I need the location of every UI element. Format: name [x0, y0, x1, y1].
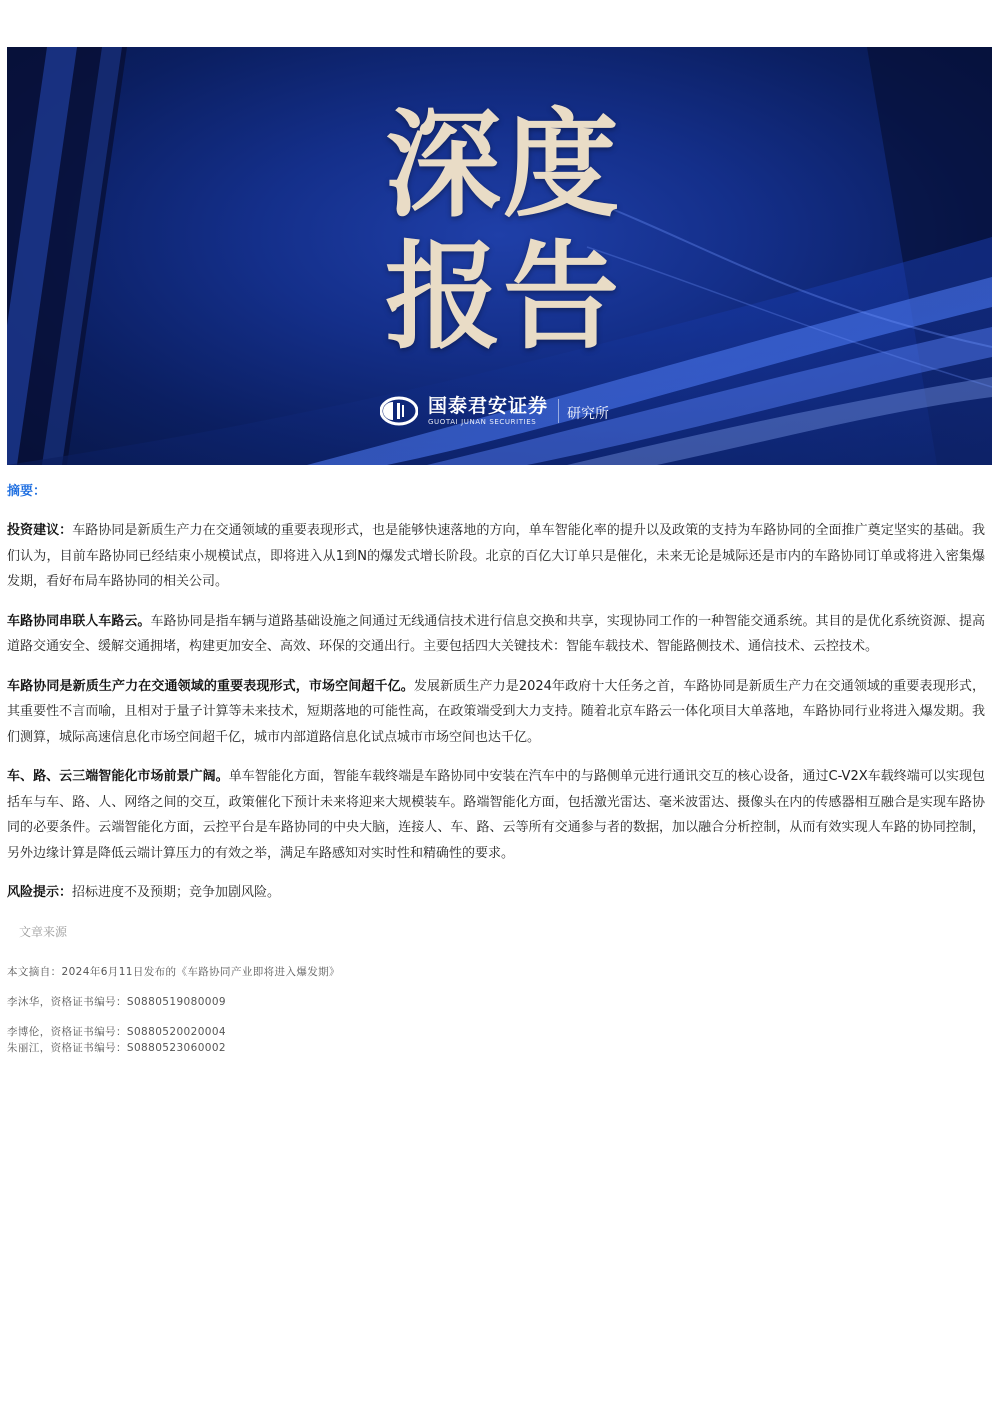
guotai-junan-logo-icon [380, 396, 418, 426]
paragraph-body: 发展新质生产力是2024年政府十大任务之首，车路协同是新质生产力在交通领域的重要表现形式，其重要性不言而喻，且相对于量子计算等未来技术，短期落地的可能性高，在政策端受到大力支持。随着北京车路云一体化项目大单落地，车路协同行业将进入爆发期。我们测算，城际高速信息化市场空间超千亿，城市内部道路信息化试点城市市场空间也达千亿。 [7, 678, 985, 745]
brand-name-cn: 国泰君安证券 [428, 395, 549, 417]
analyst-line: 李沐华，资格证书编号：S0880519080009 [7, 995, 227, 1008]
paragraph-risk-warning [7, 880, 985, 906]
abstract-label: 摘要： [7, 484, 47, 499]
paragraph-lead: 投资建议： [7, 523, 73, 538]
brand-block [380, 393, 609, 429]
paragraph-body: 车路协同是指车辆与道路基础设施之间通过无线通信技术进行信息交换和共享，实现协同工作的一种智能交通系统。其目的是优化系统资源、提高道路交通安全、缓解交通拥堵，构建更加安全、高效、环保的交通出行。主要包括四大关键技术：智能车载技术、智能路侧技术、通信技术、云控技术。 [7, 613, 985, 654]
paragraph-lead: 车、路、云三端智能化市场前景广阔。 [7, 769, 229, 784]
brand-name-en: GUOTAI JUNAN SECURITIES [428, 418, 537, 426]
paragraph-lead: 车路协同是新质生产力在交通领域的重要表现形式，市场空间超千亿。 [7, 678, 414, 694]
excerpt-note: 本文摘自：2024年6月11日发布的《车路协同产业即将进入爆发期》 [7, 965, 340, 978]
analyst-line: 朱丽江，资格证书编号：S0880523060002 [7, 1041, 227, 1054]
paragraph-body: 招标进度不及预期；竞争加剧风险。 [72, 885, 281, 900]
banner-title-line2: 报告 [385, 229, 621, 365]
paragraph-body: 单车智能化方面，智能车载终端是车路协同中安装在汽车中的与路侧单元进行通讯交互的核心设备，通过C-V2X车载终端可以实现包括车与车、路、人、网络之间的交互，政策催化下预计未来将迎来大规模装车。路端智能化方面，包括激光雷达、毫米波雷达、摄像头在内的传感器相互融合是实现车路协同的必要条件。云端智能化方面，云控平台是车路协同的中央大脑，连接人、车、路、云等所有交通参与者的数据，加以融合分析控制，从而有效实现人车路的协同控制，另外边缘计算是降低云端计算压力的有效之举，满足车路感知对实时性和精确性的要求。 [7, 769, 985, 861]
article-source-link[interactable]: 文章来源 [19, 924, 68, 939]
analyst-line: 李博伦，资格证书编号：S0880520020004 [7, 1025, 227, 1038]
paragraph-body: 车路协同是新质生产力在交通领域的重要表现形式，也是能够快速落地的方向，单车智能化率的提升以及政策的支持为车路协同的全面推广奠定坚实的基础。我们认为，目前车路协同已经结束小规模试点，即将进入从1到N的爆发式增长阶段。北京的百亿大订单只是催化，未来无论是城际还是市内的车路协同订单或将进入密集爆发期，看好布局车路协同的相关公司。 [7, 523, 985, 589]
brand-subtitle: 研究所 [567, 406, 610, 422]
article-body [7, 480, 985, 1056]
paragraph-lead: 车路协同串联人车路云。 [7, 613, 151, 629]
brand-text [428, 395, 548, 427]
paragraph-investment-advice [7, 518, 985, 595]
paragraph-market-space [7, 674, 985, 751]
paragraph-three-end-intelligence [7, 764, 985, 866]
report-banner [7, 47, 992, 465]
paragraph-lead: 风险提示： [7, 885, 73, 900]
banner-title-line1: 深度 [385, 97, 621, 233]
paragraph-vehicle-road-cloud [7, 609, 985, 660]
brand-divider [558, 399, 559, 423]
banner-title [385, 99, 635, 363]
